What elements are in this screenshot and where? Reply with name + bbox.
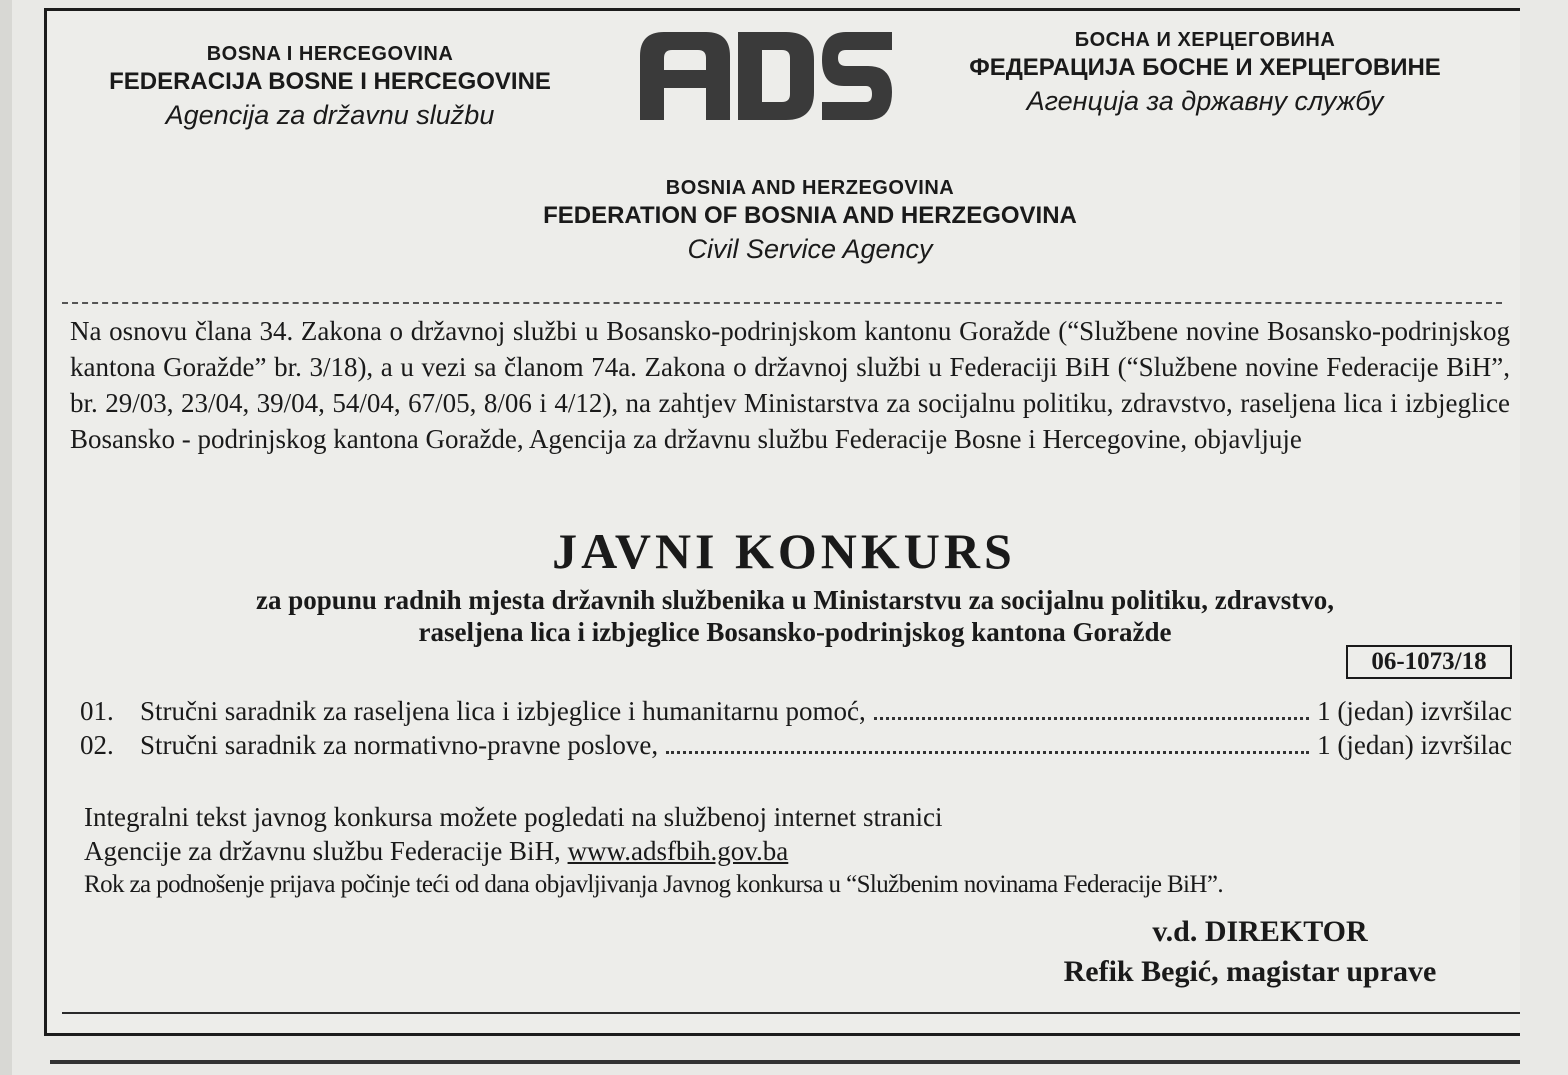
reference-number-box: 06-1073/18 [1346,645,1512,679]
position-number: 01. [80,696,114,726]
signatory-name: Refik Begić, magistar uprave [1063,955,1437,988]
header-latin [60,44,600,129]
header-english-country: BOSNIA AND HERZEGOVINA [665,177,955,199]
header-english [440,178,1180,263]
position-item [80,728,1512,762]
subtitle-line-2: raseljena lica i izbjeglice Bosansko-podrinjskog kantona Goražde [418,617,1172,647]
header-divider [62,302,1502,304]
next-article-rule [50,1060,1520,1064]
footer-text [84,800,1524,902]
signatory-title: v.d. DIREKTOR [1152,915,1368,948]
ads-logo [636,28,896,124]
footer-line-2-prefix: Agencije za državnu službu Federacije BiH, [84,836,561,866]
footer-line-1: Integralni tekst javnog konkursa možete pogledati na službenoj internet stranici [84,802,943,832]
position-title: Stručni saradnik za raseljena lica i izbjeglice i humanitarnu pomoć, [140,696,866,726]
website-link[interactable]: www.adsfbih.gov.ba [567,836,789,866]
footer-line-2 [84,834,1524,868]
announcement-title: JAVNI KONKURS [552,523,1016,579]
header-english-federation: FEDERATION OF BOSNIA AND HERZEGOVINA [543,202,1077,229]
position-item [80,694,1512,728]
header-latin-federation: FEDERACIJA BOSNE I HERCEGOVINE [109,68,551,95]
header-latin-agency: Agencija za državnu službu [165,100,495,130]
dot-leader [666,729,1309,754]
signature-block [1000,912,1500,992]
announcement-subtitle [100,584,1490,648]
frame-bottom-rule [62,1012,1520,1014]
header-english-agency: Civil Service Agency [687,234,933,264]
header-cyrillic-agency: Агенција за државну службу [1026,86,1384,116]
subtitle-line-1: za popunu radnih mjesta državnih službenika u Ministarstvu za socijalnu politiku, zdravstvo, [256,585,1334,615]
intro-paragraph: Na osnovu člana 34. Zakona o državnoj službi u Bosansko-podrinjskom kantonu Goražde (“Službene novine Bosansko-podrinjskog kantona Goražde” br. 3/18), a u vezi sa članom 74a. Zakona o državnoj službi u Federaciji BiH (“Službene novine Federacije BiH”, br. 29/03, 23/04, 39/04, 54/04, 67/05, 8/06 i 4/12), na zahtjev Ministarstva za socijalnu politiku, zdravstvo, raseljena lica i izbjeglice Bosansko - podrinjskog kantona Goražde, Agencija za državnu službu Federacije Bosne i Hercegovine, objavljuje [70,316,1510,454]
header-cyrillic-country: БОСНА И ХЕРЦЕГОВИНА [1074,29,1336,51]
position-number: 02. [80,730,114,760]
dot-leader [874,695,1309,720]
header-cyrillic [910,30,1500,115]
positions-list [80,694,1512,762]
position-count: 1 (jedan) izvršilac [1317,696,1512,726]
position-count: 1 (jedan) izvršilac [1317,730,1512,760]
position-title: Stručni saradnik za normativno-pravne poslove, [140,730,659,760]
deadline-notice: Rok za podnošenje prijava počinje teći od dana objavljivanja Javnog konkursa u “Službenim novinama Federacije BiH”. [84,871,1223,898]
header-latin-country: BOSNA I HERCEGOVINA [206,43,454,65]
header-cyrillic-federation: ФЕДЕРАЦИЈА БОСНЕ И ХЕРЦЕГОВИНЕ [969,54,1441,81]
